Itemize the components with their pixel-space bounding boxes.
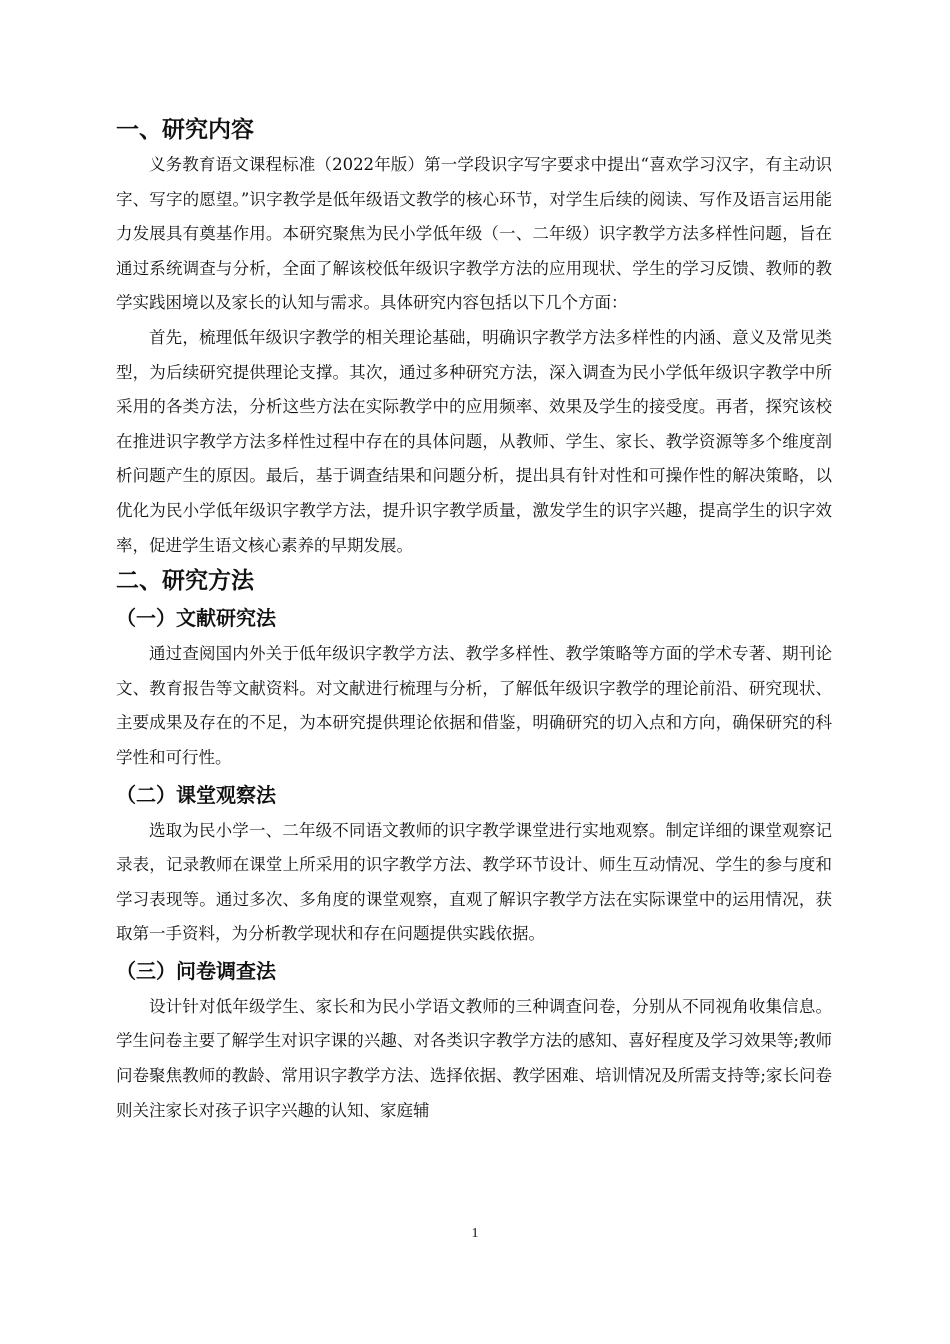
subheading-literature-method: （一）文献研究法 — [116, 606, 276, 631]
paragraph-research-content-2: 首先，梳理低年级识字教学的相关理论基础，明确识字教学方法多样性的内涵、意义及常见类型，为后续研究提供理论支撑。其次，通过多种研究方法，深入调查为民小学低年级识字教学中所采用的各类方法，分析这些方法在实际教学中的应用频率、效果及学生的接受度。再者，探究该校在推进识字教学方法多样性过程中存在的具体问题，从教师、学生、家长、教学资源等多个维度剖析问题产生的原因。最后，基于调查结果和问题分析，提出具有针对性和可操作性的解决策略，以优化为民小学低年级识字教学方法，提升识字教学质量，激发学生的识字兴趣，提高学生的识字效率，促进学生语文核心素养的早期发展。 — [116, 327, 832, 555]
page-number: 1 — [471, 1226, 479, 1241]
subheading-questionnaire-survey: （三）问卷调查法 — [116, 958, 276, 983]
page-content — [116, 112, 832, 1128]
paragraph-literature-method: 通过查阅国内外关于低年级识字教学方法、教学多样性、教学策略等方面的学术专著、期刊论文、教育报告等文献资料。对文献进行梳理与分析，了解低年级识字教学的理论前沿、研究现状、主要成果及存在的不足，为本研究提供理论依据和借鉴，明确研究的切入点和方向，确保研究的科学性和可行性。 — [116, 644, 832, 767]
section-heading-research-content: 一、研究内容 — [116, 117, 254, 143]
subheading-classroom-observation: （二）课堂观察法 — [116, 782, 276, 807]
paragraph-classroom-observation: 选取为民小学一、二年级不同语文教师的识字教学课堂进行实地观察。制定详细的课堂观察记录表，记录教师在课堂上所采用的识字教学方法、教学环节设计、师生互动情况、学生的参与度和学习表现等。通过多次、多角度的课堂观察，直观了解识字教学方法在实际课堂中的运用情况，获取第一手资料，为分析教学现状和存在问题提供实践依据。 — [116, 820, 832, 944]
section-heading-research-methods: 二、研究方法 — [116, 568, 254, 595]
paragraph-research-content-1: 义务教育语文课程标准（2022年版）第一学段识字写字要求中提出“喜欢学习汉字，有主动识字、写字的愿望。”识字教学是低年级语文教学的核心环节，对学生后续的阅读、写作及语言运用能力发展具有奠基作用。本研究聚焦为民小学低年级（一、二年级）识字教学方法多样性问题，旨在通过系统调查与分析，全面了解该校低年级识字教学方法的应用现状、学生的学习反馈、教师的教学实践困境以及家长的认知与需求。具体研究内容包括以下几个方面： — [116, 155, 832, 313]
paragraph-questionnaire-survey: 设计针对低年级学生、家长和为民小学语文教师的三种调查问卷，分别从不同视角收集信息。学生问卷主要了解学生对识字课的兴趣、对各类识字教学方法的感知、喜好程度及学习效果等;教师问卷聚焦教师的教龄、常用识字教学方法、选择依据、教学困难、培训情况及所需支持等;家长问卷则关注家长对孩子识字兴趣的认知、家庭辅 — [116, 996, 832, 1120]
